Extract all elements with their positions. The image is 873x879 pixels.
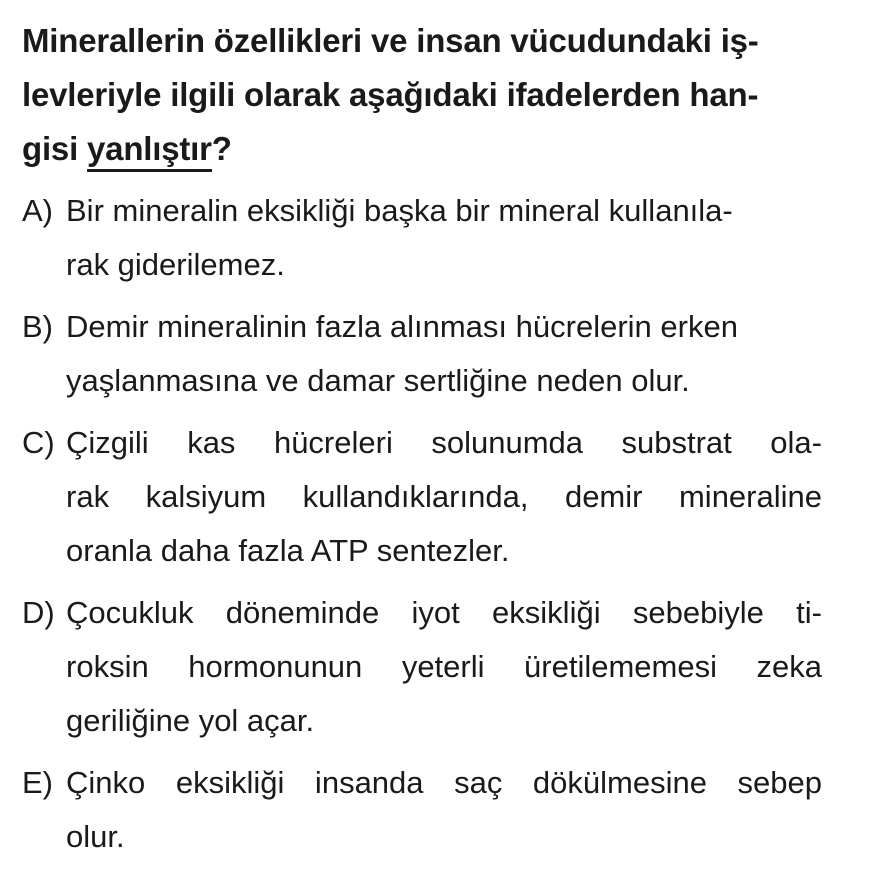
question-emphasis-word: yanlıştır	[87, 122, 212, 176]
answer-options	[22, 184, 822, 872]
option-text-line: rak kalsiyum kullandıklarında, demir mineraline	[66, 479, 822, 514]
option-text-line: Çizgili kas hücreleri solunumda substrat ola-	[66, 425, 822, 460]
option-letter: B)	[22, 309, 53, 344]
option-text-line: Demir mineralinin fazla alınması hücrelerin erken	[66, 309, 738, 344]
question-line-3	[22, 122, 822, 176]
option-e[interactable]	[22, 756, 822, 864]
option-letter: C)	[22, 425, 55, 460]
option-text-line: olur.	[66, 819, 125, 854]
option-text-line: geriliğine yol açar.	[66, 703, 315, 738]
option-text-line: rak giderilemez.	[66, 247, 285, 282]
option-text-line: Çocukluk döneminde iyot eksikliği sebebiyle ti-	[66, 595, 822, 630]
option-text-line: Çinko eksikliği insanda saç dökülmesine sebep	[66, 765, 822, 800]
question-line-3-prefix: gisi	[22, 130, 88, 167]
option-a[interactable]	[22, 184, 822, 292]
option-text-line: yaşlanmasına ve damar sertliğine neden olur.	[66, 363, 690, 398]
question-stem	[22, 14, 822, 176]
option-text-line: roksin hormonunun yeterli üretilememesi zeka	[66, 649, 822, 684]
question-line-3-suffix: ?	[211, 130, 232, 167]
question-line-2: levleriyle ilgili olarak aşağıdaki ifadelerden han-	[22, 76, 759, 113]
option-letter: A)	[22, 193, 53, 228]
option-text-line: oranla daha fazla ATP sentezler.	[66, 533, 510, 568]
option-text-line: Bir mineralin eksikliği başka bir mineral kullanıla-	[66, 193, 733, 228]
option-c[interactable]	[22, 416, 822, 578]
option-letter: E)	[22, 765, 53, 800]
option-letter: D)	[22, 595, 55, 630]
question-line-1: Minerallerin özellikleri ve insan vücudundaki iş-	[22, 22, 759, 59]
option-d[interactable]	[22, 586, 822, 748]
option-b[interactable]	[22, 300, 822, 408]
